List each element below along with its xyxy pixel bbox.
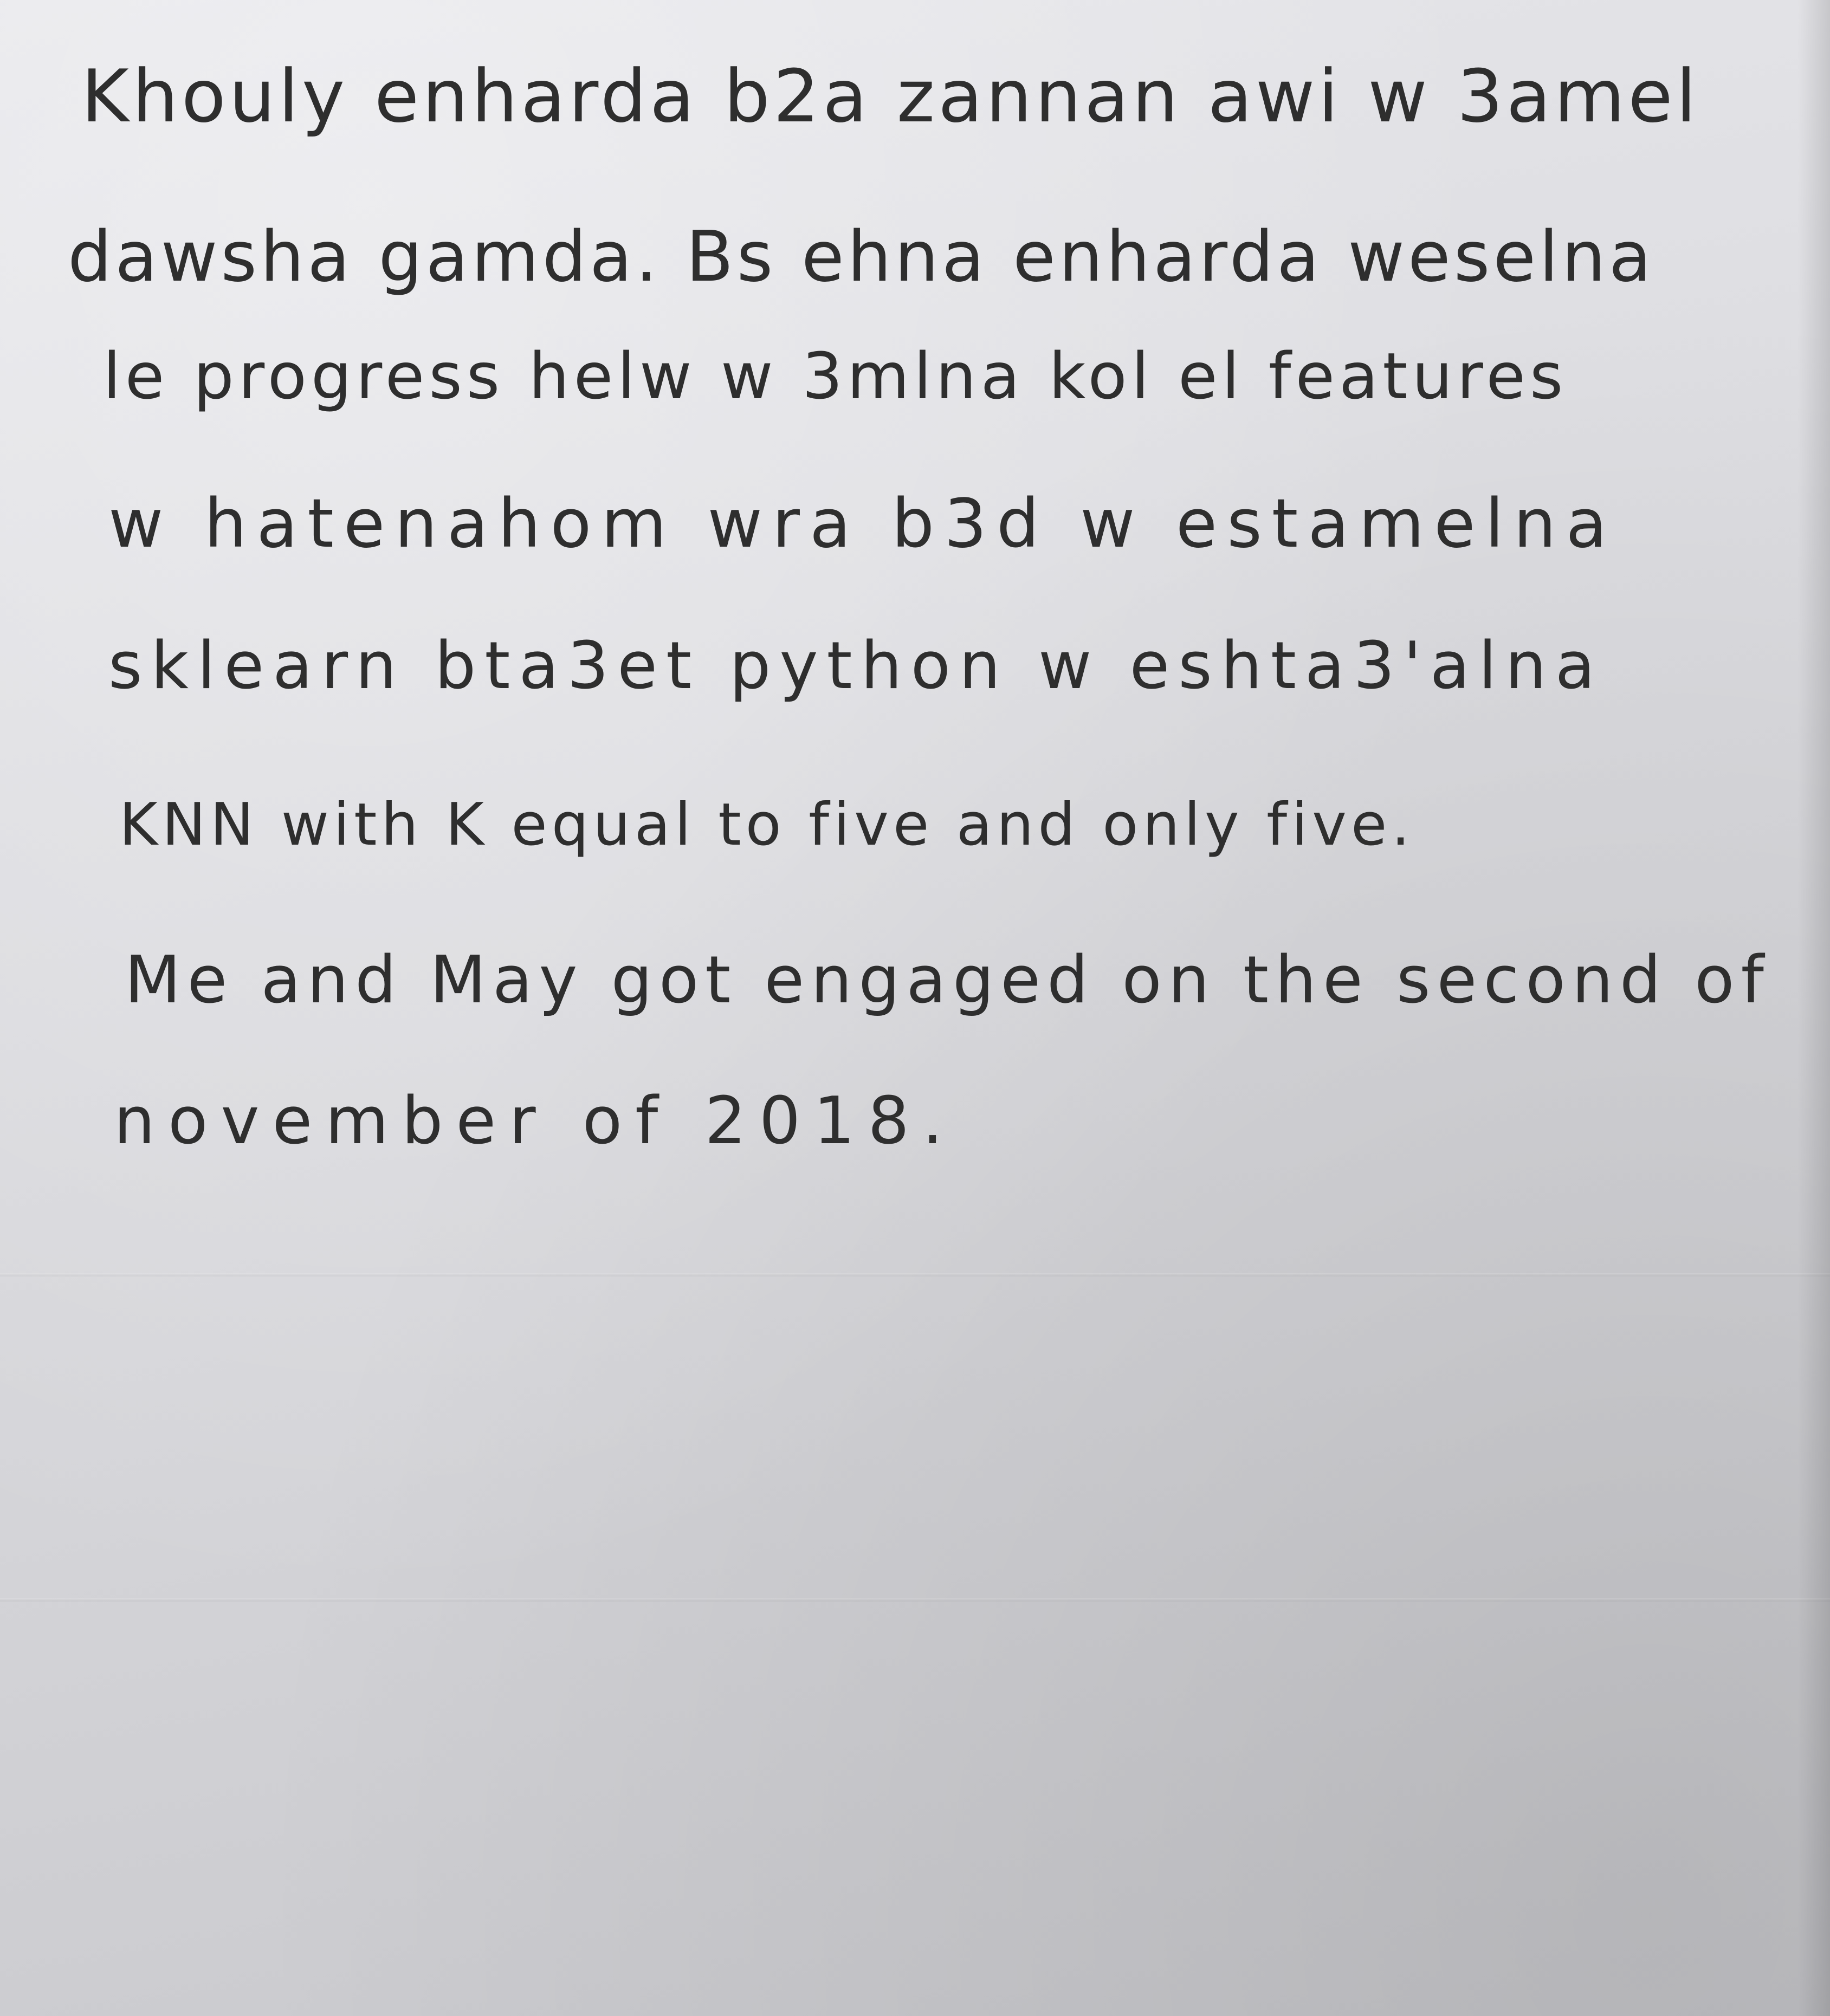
handwritten-line-5: sklearn bta3et python w eshta3'alna bbox=[108, 628, 1604, 704]
handwritten-line-3: le progress helw w 3mlna kol el features bbox=[103, 339, 1568, 413]
paper-edge-shadow bbox=[1797, 0, 1830, 2016]
handwritten-line-6: KNN with K equal to five and only five. bbox=[119, 791, 1414, 859]
handwritten-line-2: dawsha gamda. Bs ehna enharda weselna bbox=[68, 217, 1655, 297]
handwritten-line-8: november of 2018. bbox=[114, 1084, 956, 1159]
paper-crease bbox=[0, 1273, 1830, 1276]
paper-crease bbox=[0, 1598, 1830, 1602]
handwritten-line-7: Me and May got engaged on the second of bbox=[125, 943, 1770, 1018]
handwritten-line-4: w hatenahom wra b3d w estamelna bbox=[108, 485, 1617, 563]
handwritten-line-1: Khouly enharda b2a zannan awi w 3amel bbox=[81, 54, 1700, 139]
